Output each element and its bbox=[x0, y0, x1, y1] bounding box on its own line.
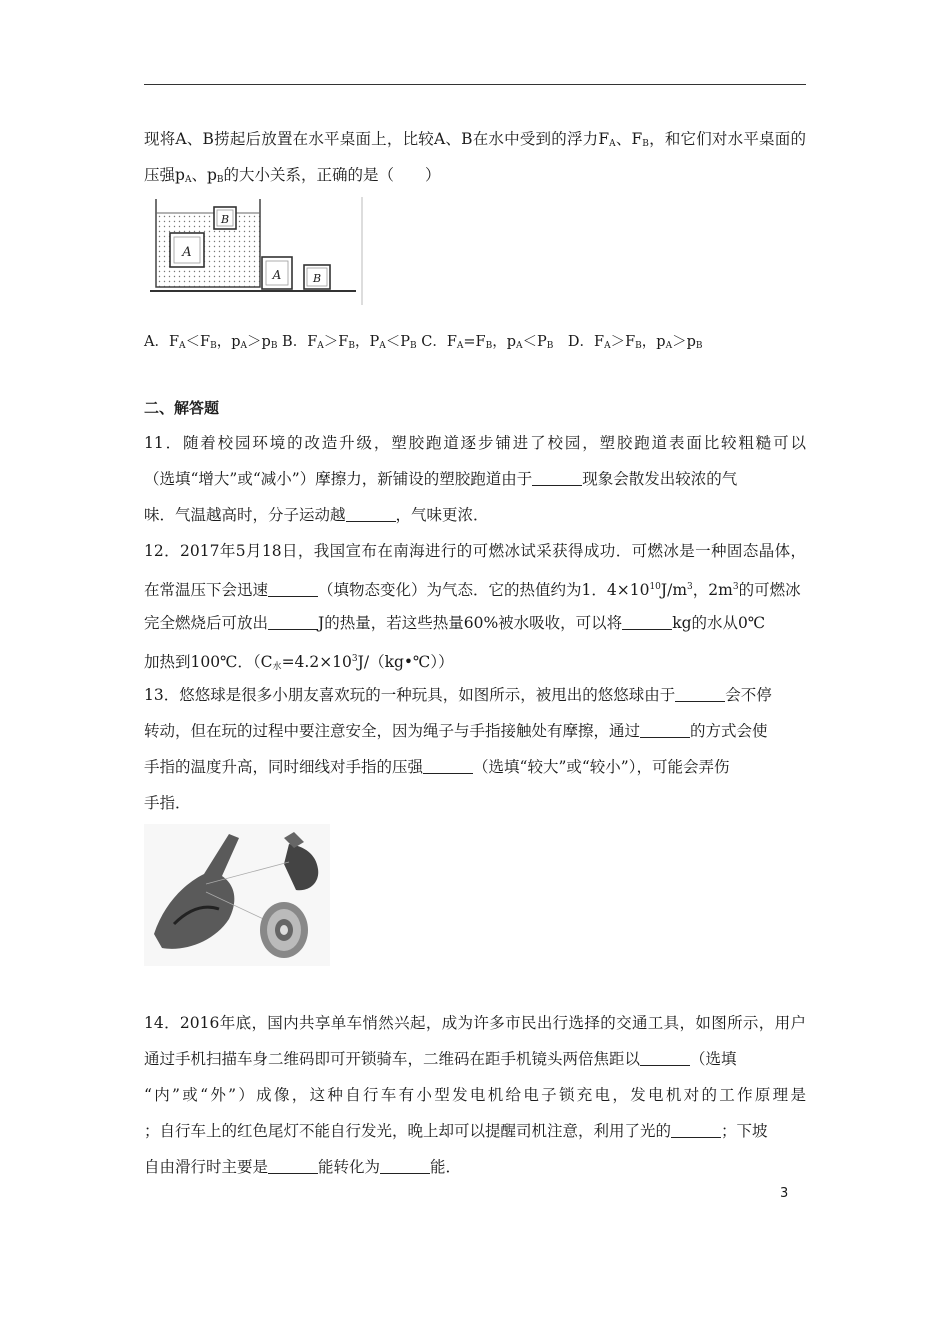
q10-line1: 现将A、B捞起后放置在水平桌面上，比较A、B在水中受到的浮力$F_A$、$F_B$，和它们对水平桌面的 bbox=[144, 130, 806, 149]
section-heading: 二、解答题 bbox=[144, 399, 220, 417]
q14-line3: “内”或“外”）成像，这种自行车有小型发电机给电子锁充电，发电机对的工作原理是 bbox=[144, 1086, 806, 1104]
q14-line4: ；自行车上的红色尾灯不能自行发光，晚上却可以提醒司机注意，利用了光的 ；下坡 bbox=[144, 1122, 768, 1140]
q12-line2: 在常温压下会迅速 （填物态变化）为气态．它的热值约为1．$4\times 10^{10}J/m^3$，$2m^3$的可燃冰 bbox=[144, 581, 801, 599]
q13-line1: 13．悠悠球是很多小朋友喜欢玩的一种玩具，如图所示，被甩出的悠悠球由于 会不停 bbox=[144, 686, 772, 704]
blank bbox=[268, 615, 318, 630]
blank bbox=[268, 1159, 318, 1174]
blank bbox=[346, 507, 396, 522]
blank bbox=[268, 582, 318, 597]
blank bbox=[532, 471, 582, 486]
blank bbox=[675, 687, 725, 702]
q10-line2: 压强$p_A$、$p_B$的大小关系，正确的是（ ） bbox=[144, 166, 441, 185]
yoyo-figure bbox=[144, 824, 330, 966]
q13-line4: 手指． bbox=[144, 794, 191, 812]
blank bbox=[640, 1051, 690, 1066]
q11-line2: （选填“增大”或“减小”）摩擦力，新铺设的塑胶跑道由于 现象会散发出较浓的气 bbox=[144, 470, 738, 488]
q10-options: A．$F_A<F_B$，$p_A>p_B$ B．$F_A>F_B$，$P_A<P_B$ C．$F_A=F_B$，$p_A<P_B$ D．$F_A>F_B$，$p_A>p_B$ bbox=[144, 334, 703, 351]
q12-line4: 加热到100℃．$(C_水=4.2\times 10^3J/(kg•℃))$ bbox=[144, 653, 454, 672]
q11-line1: 11．随着校园环境的改造升级，塑胶跑道逐步铺进了校园，塑胶跑道表面比较粗糙可以 bbox=[144, 434, 806, 452]
blank bbox=[380, 1159, 430, 1174]
blank bbox=[640, 723, 690, 738]
fig-label-a2: A bbox=[272, 268, 282, 282]
blank bbox=[622, 615, 672, 630]
page-number: 3 bbox=[780, 1186, 789, 1201]
header-rule bbox=[144, 84, 806, 85]
blank bbox=[423, 759, 473, 774]
q13-line3: 手指的温度升高，同时细线对手指的压强 （选填“较大”或“较小”），可能会弄伤 bbox=[144, 758, 730, 776]
q14-line2: 通过手机扫描车身二维码即可开锁骑车，二维码在距手机镜头两倍焦距以 （选填 bbox=[144, 1050, 737, 1068]
q14-line1: 14．2016年底，国内共享单车悄然兴起，成为许多市民出行选择的交通工具，如图所示，用户 bbox=[144, 1014, 806, 1032]
fig-label-b2: B bbox=[312, 272, 322, 285]
q12-line3: 完全燃烧后可放出 J的热量，若这些热量60%被水吸收，可以将 kg的水从0℃ bbox=[144, 614, 766, 632]
q11-line3: 味．气温越高时，分子运动越 ，气味更浓． bbox=[144, 506, 489, 524]
fig-label-b1: B bbox=[220, 213, 230, 226]
q12-line1: 12．2017年5月18日，我国宣布在南海进行的可燃冰试采获得成功．可燃冰是一种固态晶体， bbox=[144, 542, 806, 560]
q14-line5: 自由滑行时主要是 能转化为 能． bbox=[144, 1158, 462, 1176]
q13-line2: 转动，但在玩的过程中要注意安全，因为绳子与手指接触处有摩擦，通过 的方式会使 bbox=[144, 722, 768, 740]
buoyancy-figure bbox=[148, 195, 366, 307]
blank bbox=[671, 1123, 721, 1138]
fig-label-a1: A bbox=[182, 245, 192, 260]
